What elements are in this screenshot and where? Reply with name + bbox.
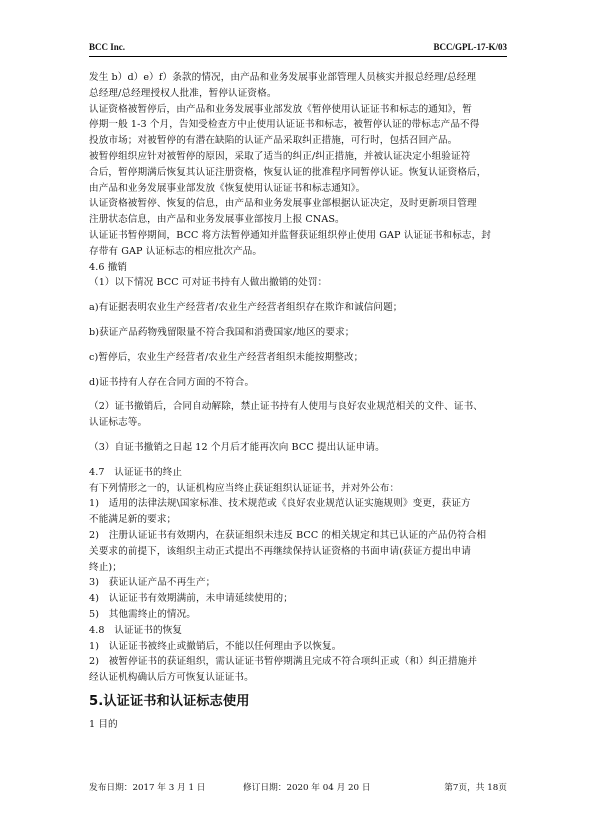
text-line: 由产品和业务发展事业部发放《恢复使用认证证书和标志通知》。 (89, 182, 366, 194)
footer-page-number: 第7页，共 18页 (444, 783, 507, 793)
list-item: 5) 其他需终止的情况。 (89, 608, 196, 620)
list-item: 4) 认证证书有效期满前，未申请延续使用的； (89, 593, 293, 605)
text-line: （2）证书撤销后，合同自动解除，禁止证书持有人使用与良好农业规范相关的文件、证书、 (89, 401, 483, 413)
text-line: 认证标志等。 (89, 417, 148, 429)
header-rule (89, 56, 507, 57)
text-line: 停期一般 1-3 个月，告知受检查方中止使用认证证书和标志，被暂停认证的带标志产品不得 (89, 119, 480, 131)
text-line: 认证证书暂停期间，BCC 将方法暂停通知并监督获证组织停止使用 GAP 认证证书和标志，封 (89, 229, 491, 241)
text-line: 终止)； (89, 561, 122, 573)
header-doc-code: BCC/GPL-17-K/03 (433, 42, 507, 52)
list-item: b)获证产品药物残留限量不符合我国和消费国家/地区的要求； (89, 326, 355, 338)
list-item: c)暂停后，农业生产经营者/农业生产经营者组织未能按期整改； (89, 351, 364, 363)
text-line: 关要求的前提下，该组织主动正式提出不再继续保持认证资格的书面申请(获证方提出申请 (89, 545, 471, 557)
list-item: 1) 认证证书被终止或撤销后，不能以任何理由予以恢复。 (89, 640, 342, 652)
subsection-heading: 1 目的 (89, 718, 118, 730)
list-item: 2) 注册认证证书有效期内，在获证组织未违反 BCC 的相关规定和其已认证的产品仍符合相 (89, 529, 487, 541)
text-line: 存带有 GAP 认证标志的相应批次产品。 (89, 245, 263, 257)
text-line: （1）以下情况 BCC 可对证书持有人做出撤销的处罚： (89, 277, 328, 289)
list-item: 1) 适用的法律法规\国家标准、技术规范或《良好农业规范认证实施规则》变更，获证方 (89, 498, 471, 510)
list-item: 2) 被暂停证书的获证组织，需认证证书暂停期满且完成不符合项纠正或（和）纠正措施并 (89, 656, 478, 668)
text-line: 有下列情形之一的，认证机构应当终止获证组织认证证书，并对外公布： (89, 482, 400, 494)
text-line: 不能满足新的要求； (89, 514, 177, 526)
list-item: a)有证据表明农业生产经营者/农业生产经营者组织存在欺诈和诚信问题； (89, 302, 403, 314)
list-item: d)证书持有人存在合同方面的不符合。 (89, 376, 255, 388)
footer-revision-date: 修订日期：2020 年 04 月 20 日 (243, 783, 371, 793)
text-line: 投放市场；对被暂停的有潜在缺陷的认证产品采取纠正措施，可行时，包括召回产品。 (89, 135, 458, 147)
text-line: 注册状态信息，由产品和业务发展事业部按月上报 CNAS。 (89, 214, 345, 226)
header-org: BCC Inc. (89, 42, 126, 52)
text-line: 发生 b）d）e）f）条款的情况，由产品和业务发展事业部管理人员核实并报总经理/总经理 (89, 72, 477, 83)
text-line: 认证资格被暂停后，由产品和业务发展事业部发放《暂停使用认证证书和标志的通知》，暂 (89, 103, 472, 115)
text-line: 总经理/总经理授权人批准，暂停认证资格。 (89, 87, 277, 99)
text-line: 合后，暂停期满后恢复其认证注册资格，恢复认证的批准程序同暂停认证。恢复认证资格后， (89, 166, 487, 178)
list-item: 3) 获证认证产品不再生产； (89, 577, 216, 589)
document-body (89, 70, 508, 733)
text-line: 认证资格被暂停、恢复的信息，由产品和业务发展事业部根据认证决定，及时更新项目管理 (89, 198, 477, 210)
text-line: （3）自证书撤销之日起 12 个月后才能再次向 BCC 提出认证申请。 (89, 441, 385, 453)
text-line: 被暂停组织应针对被暂停的原因，采取了适当的纠正/纠正措施，并被认证决定小组验证符 (89, 150, 471, 162)
footer-issue-date: 发布日期：2017 年 3 月 1 日 (89, 783, 206, 793)
section-heading-4-8: 4.8 认证证书的恢复 (89, 624, 183, 636)
section-heading-4-6: 4.6 撤销 (89, 261, 128, 273)
chapter-heading-5: 5.认证证书和认证标志使用 (89, 693, 250, 709)
section-heading-4-7: 4.7 认证证书的终止 (89, 466, 183, 478)
text-line: 经认证机构确认后方可恢复认证证书。 (89, 672, 254, 684)
